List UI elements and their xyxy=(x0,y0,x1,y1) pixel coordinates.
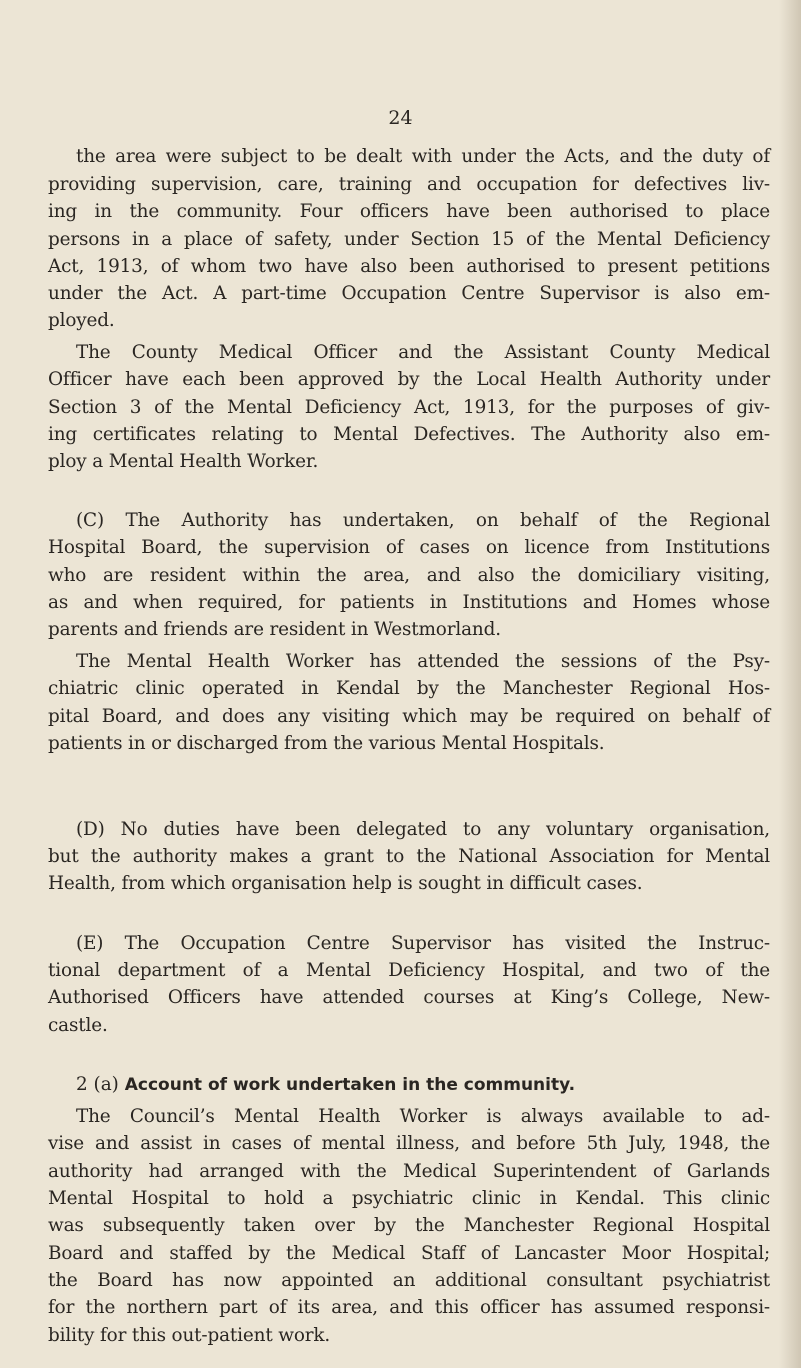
text-line: Officer have each been approved by the Local Health Authority under xyxy=(48,369,770,390)
text-line: ploy a Mental Health Worker. xyxy=(48,451,319,472)
text-line: Board and staffed by the Medical Staff of Lancaster Moor Hospital; xyxy=(48,1243,770,1264)
text-line: The Mental Health Worker has attended the sessions of the Psy- xyxy=(76,651,770,672)
text-line: as and when required, for patients in Institutions and Homes whose xyxy=(48,592,770,613)
text-line: under the Act. A part-time Occupation Centre Supervisor is also em- xyxy=(48,283,770,304)
text-line: the Board has now appointed an additional consultant psychiatrist xyxy=(48,1270,770,1291)
text-line: Health, from which organisation help is sought in difficult cases. xyxy=(48,873,643,894)
text-line: (C) The Authority has undertaken, on behalf of the Regional xyxy=(76,510,770,531)
text-line: ing certificates relating to Mental Defectives. The Authority also em- xyxy=(48,424,770,445)
text-line: (E) The Occupation Centre Supervisor has visited the Instruc- xyxy=(76,933,770,954)
section-title: Account of work undertaken in the community. xyxy=(124,1075,576,1095)
text-line: parents and friends are resident in Westmorland. xyxy=(48,619,501,640)
text-line: tional department of a Mental Deficiency Hospital, and two of the xyxy=(48,960,770,981)
section-heading xyxy=(76,1074,575,1096)
text-line: the area were subject to be dealt with under the Acts, and the duty of xyxy=(76,146,770,167)
text-line: castle. xyxy=(48,1015,108,1036)
text-line: Authorised Officers have attended courses at King’s College, New- xyxy=(48,987,770,1008)
text-line: bility for this out-patient work. xyxy=(48,1325,331,1346)
text-line: but the authority makes a grant to the National Association for Mental xyxy=(48,846,770,867)
text-line: pital Board, and does any visiting which may be required on behalf of xyxy=(48,706,770,727)
text-line: who are resident within the area, and also the domiciliary visiting, xyxy=(48,565,770,586)
text-line: ployed. xyxy=(48,310,115,331)
page-edge-shadow xyxy=(779,0,801,1368)
section-number: 2 (a) xyxy=(76,1074,119,1095)
text-line: patients in or discharged from the various Mental Hospitals. xyxy=(48,733,605,754)
text-line: providing supervision, care, training and occupation for defectives liv- xyxy=(48,174,770,195)
text-line: (D) No duties have been delegated to any voluntary organisation, xyxy=(76,819,770,840)
text-line: persons in a place of safety, under Section 15 of the Mental Deficiency xyxy=(48,229,770,250)
text-line: The County Medical Officer and the Assistant County Medical xyxy=(76,342,770,363)
text-line: The Council’s Mental Health Worker is always available to ad- xyxy=(76,1106,770,1127)
text-line: Act, 1913, of whom two have also been authorised to present petitions xyxy=(48,256,770,277)
text-line: for the northern part of its area, and this officer has assumed responsi- xyxy=(48,1297,770,1318)
text-line: ing in the community. Four officers have been authorised to place xyxy=(48,201,770,222)
page-number: 24 xyxy=(388,107,413,129)
text-line: Mental Hospital to hold a psychiatric clinic in Kendal. This clinic xyxy=(48,1188,770,1209)
text-line: Hospital Board, the supervision of cases on licence from Institutions xyxy=(48,537,770,558)
text-line: Section 3 of the Mental Deficiency Act, 1913, for the purposes of giv- xyxy=(48,397,770,418)
text-line: vise and assist in cases of mental illness, and before 5th July, 1948, the xyxy=(48,1133,770,1154)
text-line: chiatric clinic operated in Kendal by the Manchester Regional Hos- xyxy=(48,678,770,699)
text-line: was subsequently taken over by the Manchester Regional Hospital xyxy=(48,1215,770,1236)
text-line: authority had arranged with the Medical Superintendent of Garlands xyxy=(48,1161,770,1182)
